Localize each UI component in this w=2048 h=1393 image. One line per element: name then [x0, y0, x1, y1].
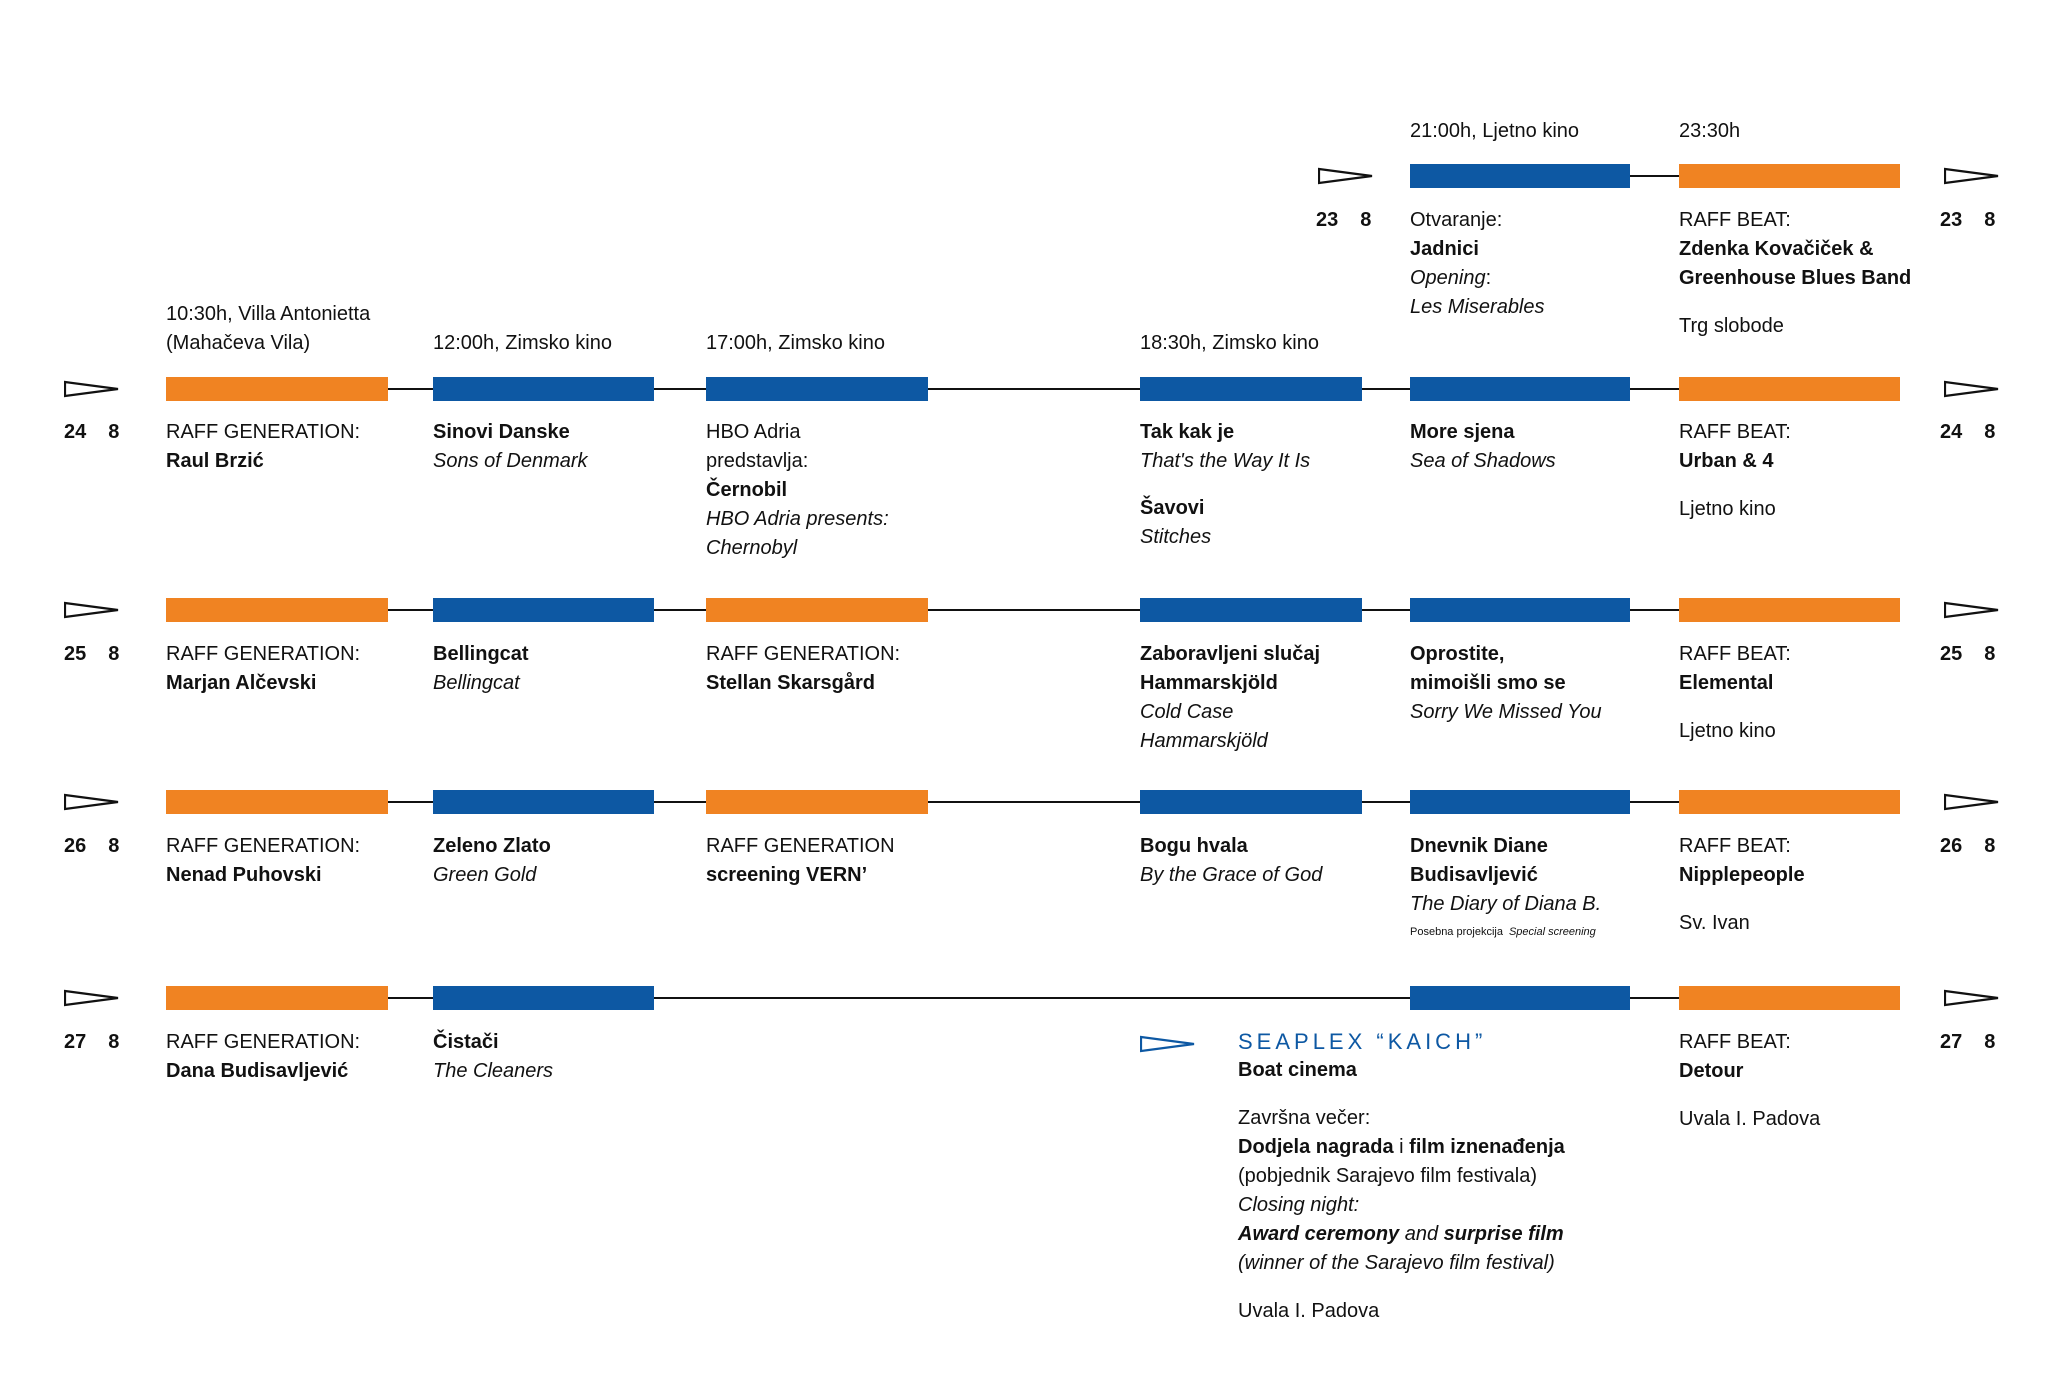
event-film — [1140, 832, 1322, 890]
date-label-left: 26 8 — [64, 835, 120, 857]
screening-bar — [166, 790, 388, 814]
film-title: screening VERN’ — [706, 864, 868, 886]
screening-bar — [1679, 164, 1900, 188]
arrow-icon — [1944, 601, 2000, 619]
film-title: Tak kak je — [1140, 421, 1235, 443]
event-film — [1140, 640, 1320, 756]
screening-bar — [1140, 790, 1362, 814]
event-film — [433, 1028, 553, 1086]
english-title: Les Miserables — [1410, 296, 1545, 318]
english-title-label: Opening: — [1410, 267, 1492, 289]
screening-bar — [706, 377, 928, 401]
event-label: Završna večer: — [1238, 1107, 1371, 1129]
event-label: RAFF BEAT: — [1679, 421, 1791, 443]
event-film — [433, 418, 588, 476]
screening-bar — [166, 986, 388, 1010]
venue: Sv. Ivan — [1679, 912, 1750, 934]
arrow-icon — [1944, 167, 2000, 185]
event-film — [433, 640, 529, 698]
film-title: Čistači — [433, 1031, 499, 1053]
screening-bar — [706, 790, 928, 814]
film-title: Sinovi Danske — [433, 421, 570, 443]
performer: Greenhouse Blues Band — [1679, 267, 1912, 289]
timeline-line — [166, 801, 1900, 803]
event-label: RAFF GENERATION: — [706, 643, 901, 665]
film-title: Budisavljević — [1410, 864, 1538, 886]
venue: Uvala I. Padova — [1238, 1300, 1380, 1322]
event-film — [1410, 640, 1602, 727]
film-title: More sjena — [1410, 421, 1515, 443]
english-title: Sea of Shadows — [1410, 450, 1556, 472]
guest-name: Marjan Alčevski — [166, 672, 317, 694]
film-title: Zeleno Zlato — [433, 835, 551, 857]
film-title: Bellingcat — [433, 643, 529, 665]
event-raff-beat — [1679, 1028, 1820, 1134]
guest-name: Dana Budisavljević — [166, 1060, 349, 1082]
arrow-icon — [64, 989, 120, 1007]
venue: Ljetno kino — [1679, 720, 1776, 742]
english-title: Hammarskjöld — [1140, 730, 1268, 752]
date-label-right: 26 8 — [1940, 835, 1996, 857]
event-film: HBO Adria predstavlja: Černobil HBO Adria presents: Chernobyl — [706, 418, 889, 563]
screening-bar — [1140, 377, 1362, 401]
event-label-en: Closing night: — [1238, 1194, 1360, 1216]
date-label-right: 27 8 — [1940, 1031, 1996, 1053]
screening-bar — [166, 598, 388, 622]
performer: Elemental — [1679, 672, 1774, 694]
event-film — [1410, 418, 1556, 476]
screening-time: 18:30h, Zimsko kino — [1140, 332, 1319, 354]
venue-subtitle: Boat cinema — [1238, 1059, 1357, 1081]
venue: Uvala I. Padova — [1679, 1108, 1821, 1130]
date-label-left: 24 8 — [64, 421, 120, 443]
screening-bar — [1679, 598, 1900, 622]
date-label-right: 23 8 — [1940, 209, 1996, 231]
performer: Urban & 4 — [1679, 450, 1774, 472]
date-label-right: 25 8 — [1940, 643, 1996, 665]
event-label: RAFF BEAT: — [1679, 1031, 1791, 1053]
event-raff-generation — [166, 418, 360, 476]
film-title: Oprostite, — [1410, 643, 1505, 665]
film-title: mimoišli smo se — [1410, 672, 1566, 694]
event-label: Otvaranje: — [1410, 209, 1503, 231]
event-raff-beat — [1679, 832, 1805, 938]
film-title: Černobil — [706, 479, 788, 501]
screening-bar — [706, 598, 928, 622]
screening-bar — [1140, 598, 1362, 622]
event-opening — [1410, 206, 1545, 322]
venue-name: SEAPLEX “KAICH” — [1238, 1029, 1487, 1054]
screening-time: 10:30h, Villa Antonietta (Mahačeva Vila) — [166, 303, 371, 354]
event-label: RAFF GENERATION: — [166, 421, 361, 443]
film-title: Šavovi — [1140, 497, 1205, 519]
event-raff-beat — [1679, 640, 1791, 746]
english-title: Chernobyl — [706, 537, 798, 559]
event-raff-generation — [166, 1028, 360, 1086]
film-title: Bogu hvala — [1140, 835, 1248, 857]
screening-bar — [1679, 790, 1900, 814]
film-title: Dnevnik Diane — [1410, 835, 1548, 857]
guest-name: Stellan Skarsgård — [706, 672, 875, 694]
timeline-line — [166, 609, 1900, 611]
screening-time: 12:00h, Zimsko kino — [433, 332, 612, 354]
arrow-icon — [1318, 167, 1374, 185]
screening-time: 21:00h, Ljetno kino — [1410, 120, 1580, 142]
event-raff-generation — [166, 640, 360, 698]
screening-time: 23:30h — [1679, 120, 1741, 142]
event-raff-beat — [1679, 206, 1911, 341]
performer: Detour — [1679, 1060, 1744, 1082]
event-description-en: Award ceremony and surprise film — [1238, 1223, 1564, 1245]
date-label-left: 23 8 — [1316, 209, 1372, 231]
screening-time: 17:00h, Zimsko kino — [706, 332, 885, 354]
special-screening-note: Posebna projekcija Special screening — [1410, 926, 1596, 938]
arrow-icon — [64, 793, 120, 811]
event-label: RAFF GENERATION: — [166, 835, 361, 857]
performer: Nipplepeople — [1679, 864, 1805, 886]
arrow-icon — [1140, 1035, 1196, 1053]
event-film — [1140, 418, 1310, 552]
event-label: RAFF BEAT: — [1679, 643, 1791, 665]
event-label: RAFF BEAT: — [1679, 835, 1791, 857]
event-label: RAFF BEAT: — [1679, 209, 1791, 231]
screening-bar — [1410, 377, 1630, 401]
event-raff-generation — [706, 832, 895, 890]
event-label: RAFF GENERATION: — [166, 643, 361, 665]
timeline-line — [166, 997, 1900, 999]
film-title: Zaboravljeni slučaj — [1140, 643, 1321, 665]
english-title: Sons of Denmark — [433, 450, 588, 472]
event-raff-beat — [1679, 418, 1791, 524]
english-title: Sorry We Missed You — [1410, 701, 1602, 723]
performer: Zdenka Kovačiček & — [1679, 238, 1874, 260]
english-title: Cold Case — [1140, 701, 1234, 723]
event-description: Dodjela nagrada i film iznenađenja — [1238, 1136, 1565, 1158]
screening-bar — [1410, 164, 1630, 188]
screening-bar — [433, 377, 654, 401]
date-label-right: 24 8 — [1940, 421, 1996, 443]
arrow-icon — [1944, 989, 2000, 1007]
film-title: Jadnici — [1410, 238, 1479, 260]
event-label: RAFF GENERATION: — [166, 1031, 361, 1053]
event-film — [433, 832, 551, 890]
event-label: RAFF GENERATION — [706, 835, 895, 857]
screening-bar — [1410, 986, 1630, 1010]
arrow-icon — [64, 601, 120, 619]
screening-bar — [433, 790, 654, 814]
screening-bar — [433, 598, 654, 622]
english-title: Bellingcat — [433, 672, 520, 694]
english-title: The Diary of Diana B. — [1410, 893, 1602, 915]
screening-bar — [1679, 377, 1900, 401]
screening-bar — [433, 986, 654, 1010]
arrow-icon — [1944, 793, 2000, 811]
timeline-line — [1630, 175, 1686, 177]
english-title: That's the Way It Is — [1140, 450, 1311, 472]
venue: Trg slobode — [1679, 315, 1784, 337]
event-closing-night: SEAPLEX “KAICH” Boat cinema Završna večer: Dodjela nagrada i film iznenađenja (pobjednik Sarajevo film festivala) Closing night: Award ceremony and surprise film (winner of the Sarajevo film festival) Uvala I. Padova — [1238, 1027, 1565, 1326]
english-title: Stitches — [1140, 526, 1212, 548]
event-film — [1410, 832, 1601, 939]
screening-bar — [166, 377, 388, 401]
screening-bar — [1679, 986, 1900, 1010]
screening-bar — [1410, 790, 1630, 814]
timeline-line — [166, 388, 1900, 390]
english-title: The Cleaners — [433, 1060, 554, 1082]
guest-name: Raul Brzić — [166, 450, 264, 472]
arrow-icon — [1944, 380, 2000, 398]
venue: Ljetno kino — [1679, 498, 1776, 520]
arrow-icon — [64, 380, 120, 398]
english-title: Green Gold — [433, 864, 537, 886]
event-raff-generation — [706, 640, 900, 698]
date-label-left: 27 8 — [64, 1031, 120, 1053]
film-title: Hammarskjöld — [1140, 672, 1278, 694]
english-title: By the Grace of God — [1140, 864, 1323, 886]
screening-bar — [1410, 598, 1630, 622]
event-raff-generation — [166, 832, 360, 890]
date-label-left: 25 8 — [64, 643, 120, 665]
guest-name: Nenad Puhovski — [166, 864, 322, 886]
